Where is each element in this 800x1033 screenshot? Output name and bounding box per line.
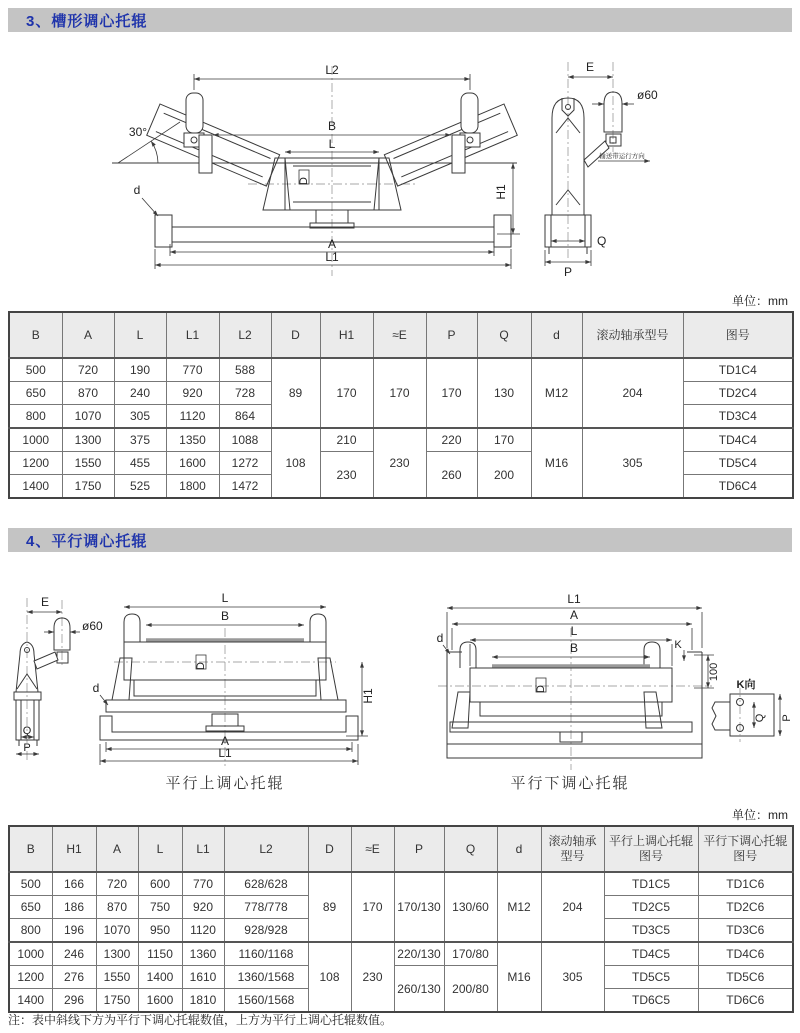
col-header: d [497,826,541,872]
table-cell: 720 [62,358,114,382]
table-cell: 1200 [9,966,52,989]
dim-label-P: P [781,714,793,722]
col-header: 滚动轴承型号 [582,312,683,358]
table-cell: 1000 [9,428,62,452]
col-header: L1 [182,826,224,872]
col-header: B [9,312,62,358]
table-cell: 728 [219,382,271,405]
table-cell: 800 [9,919,52,943]
table-cell: 1300 [96,942,138,966]
dim-label-L2: L2 [325,63,339,77]
table-cell: 1150 [138,942,182,966]
table-cell: 1360/1568 [224,966,308,989]
table-cell: 240 [114,382,166,405]
table-cell: TD6C6 [698,989,793,1013]
table-cell: TD5C6 [698,966,793,989]
dim-label-A: A [569,608,579,622]
table-cell: 190 [114,358,166,382]
dim-label-H1: H1 [361,688,375,704]
table-cell: TD2C6 [698,896,793,919]
table-cell: TD3C4 [683,405,793,429]
dim-label-dia60: ø60 [82,619,103,633]
parallel-upper-idler-drawing [0,570,420,800]
table-cell: 1088 [219,428,271,452]
col-header: L [138,826,182,872]
table-cell: 750 [138,896,182,919]
unit-label-1: 单位：mm [732,294,788,308]
trough-front-view [112,66,517,276]
table-cell: 500 [9,872,52,896]
table-cell: TD3C6 [698,919,793,943]
table-cell: TD4C4 [683,428,793,452]
table-cell: 1300 [62,428,114,452]
table-cell: 130 [477,358,531,428]
table-cell: 650 [9,382,62,405]
table-cell: 1560/1568 [224,989,308,1013]
table-cell: 1550 [96,966,138,989]
table-cell: 170/130 [394,872,444,942]
table-cell: 230 [351,942,394,1012]
table-cell: 305 [582,428,683,498]
table-cell: 170 [426,358,477,428]
table-cell: TD1C6 [698,872,793,896]
table-cell: 200 [477,452,531,499]
table-cell: TD6C5 [604,989,698,1013]
table-cell: 375 [114,428,166,452]
table-cell: 588 [219,358,271,382]
col-header: 滚动轴承型号 [541,826,604,872]
table-cell: 1120 [182,919,224,943]
k-direction-view [712,677,793,742]
table-cell: 170 [320,358,373,428]
table-cell: 1600 [138,989,182,1013]
table-cell: 1550 [62,452,114,475]
parallel-lower-idler-drawing [420,570,800,800]
trough-idler-table [8,311,794,499]
table-cell: TD5C4 [683,452,793,475]
lower-main-view [437,592,720,770]
table-cell: 186 [52,896,96,919]
table-cell: 928/928 [224,919,308,943]
table-cell: 1400 [138,966,182,989]
table-cell: 525 [114,475,166,499]
table-cell: 1472 [219,475,271,499]
col-header: L [114,312,166,358]
table-cell: 200/80 [444,966,497,1013]
upper-main-view [93,591,375,766]
table-cell: 1800 [166,475,219,499]
table-cell: 196 [52,919,96,943]
table-cell: 870 [96,896,138,919]
trough-idler-drawing [0,36,800,284]
table-cell: TD1C4 [683,358,793,382]
table-cell: TD6C4 [683,475,793,499]
table-cell: 204 [582,358,683,428]
table-cell: TD4C6 [698,942,793,966]
section3-header-bar [8,8,792,32]
col-header: A [96,826,138,872]
dim-label-K: K [674,639,682,651]
table-cell: 1350 [166,428,219,452]
k-view-label: K向 [736,679,756,691]
col-header: 图号 [683,312,793,358]
table-cell: 1360 [182,942,224,966]
table-cell: 166 [52,872,96,896]
dim-label-100: 100 [708,662,720,682]
unit-label-2: 单位：mm [732,808,788,822]
table-cell: 500 [9,358,62,382]
col-header: D [308,826,351,872]
dim-label-A: A [220,734,230,748]
table-cell: 1810 [182,989,224,1013]
table-cell: 89 [308,872,351,942]
table-cell: 170 [373,358,426,428]
dim-label-P: P [563,265,573,279]
dim-label-H1: H1 [494,184,508,200]
col-header: L1 [166,312,219,358]
table-cell: 1400 [9,989,52,1013]
section3-title: 3、槽形调心托辊 [26,12,148,30]
table-cell: 600 [138,872,182,896]
col-header: P [394,826,444,872]
table-cell: 1160/1168 [224,942,308,966]
col-header: L2 [224,826,308,872]
dim-label-Q: Q [22,725,32,737]
table-cell: 260/130 [394,966,444,1013]
table-cell: 720 [96,872,138,896]
table-cell: TD3C5 [604,919,698,943]
col-header: Q [444,826,497,872]
table-cell: 778/778 [224,896,308,919]
dim-label-L1: L1 [218,746,232,760]
dim-label-B: B [327,119,337,133]
table-cell: 920 [166,382,219,405]
table-cell: 1070 [62,405,114,429]
table-cell: 89 [271,358,320,428]
table-cell: 920 [182,896,224,919]
caption-upper-idler: 平行上调心托辊 [165,775,285,792]
table-cell: M16 [531,428,582,498]
dim-label-L1: L1 [567,592,581,606]
table-cell: 230 [320,452,373,499]
table-cell: 1750 [62,475,114,499]
section4-header-bar [8,528,792,552]
dim-label-dia60: ø60 [637,88,658,102]
table-cell: M12 [497,872,541,942]
table-cell: 800 [9,405,62,429]
table-cell: TD2C5 [604,896,698,919]
table-cell: M16 [497,942,541,1012]
col-header: ≈E [351,826,394,872]
dim-label-B: B [220,609,230,623]
table-cell: 770 [182,872,224,896]
table-cell: 305 [114,405,166,429]
table-cell: 455 [114,452,166,475]
table-cell: 650 [9,896,52,919]
footnote: 注：表中斜线下方为平行下调心托辊数值，上方为平行上调心托辊数值。 [8,1013,393,1027]
table-cell: 950 [138,919,182,943]
table-cell: 296 [52,989,96,1013]
col-header: ≈E [373,312,426,358]
col-header: P [426,312,477,358]
table-cell: 210 [320,428,373,452]
table-cell: 1000 [9,942,52,966]
dim-label-L1: L1 [325,250,339,264]
table-cell: 1200 [9,452,62,475]
col-header: H1 [320,312,373,358]
col-header: d [531,312,582,358]
col-header: B [9,826,52,872]
table-cell: 870 [62,382,114,405]
dim-label-E: E [40,595,50,609]
table-cell: 305 [541,942,604,1012]
dim-label-Q: Q [597,234,607,248]
table-cell: 1272 [219,452,271,475]
col-header: H1 [52,826,96,872]
table-cell: 628/628 [224,872,308,896]
table-cell: TD2C4 [683,382,793,405]
parallel-idler-table [8,825,794,1013]
dim-label-L: L [570,624,578,638]
table-cell: 220/130 [394,942,444,966]
table-cell: 1750 [96,989,138,1013]
col-header: 平行上调心托辊图号 [604,826,698,872]
table-cell: 770 [166,358,219,382]
dim-label-D: D [535,685,547,693]
col-header: A [62,312,114,358]
belt-direction-label: 输送带运行方向 [599,153,645,160]
dim-label-d: d [92,681,100,695]
trough-side-view [545,60,658,279]
dim-label-E: E [585,60,595,74]
col-header: 平行下调心托辊图号 [698,826,793,872]
dim-label-D: D [298,177,310,185]
dim-label-d: d [133,183,141,197]
dim-label-L: L [328,137,336,151]
table-cell: 1600 [166,452,219,475]
col-header: Q [477,312,531,358]
table-cell: 230 [373,428,426,498]
dim-label-A: A [327,237,337,251]
dim-label-L: L [221,591,229,605]
dim-label-d: d [436,631,444,645]
table-cell: 130/60 [444,872,497,942]
table-cell: 276 [52,966,96,989]
table-cell: 1120 [166,405,219,429]
upper-side-view [14,595,103,762]
table-cell: 220 [426,428,477,452]
table-cell: 170/80 [444,942,497,966]
dim-label-B: B [569,641,579,655]
table-cell: 108 [308,942,351,1012]
table-cell: 260 [426,452,477,499]
table-cell: 1400 [9,475,62,499]
dim-label-Q: Q [754,713,766,723]
table-cell: TD1C5 [604,872,698,896]
col-header: D [271,312,320,358]
dim-label-P: P [23,742,31,754]
table-cell: TD4C5 [604,942,698,966]
table-cell: 864 [219,405,271,429]
table-cell: 170 [477,428,531,452]
table-cell: TD5C5 [604,966,698,989]
table-cell: 108 [271,428,320,498]
col-header: L2 [219,312,271,358]
table-cell: M12 [531,358,582,428]
table-cell: 1070 [96,919,138,943]
dim-label-angle: 30° [128,125,148,139]
table-cell: 246 [52,942,96,966]
table-cell: 1610 [182,966,224,989]
dim-label-D: D [195,662,207,670]
table-cell: 170 [351,872,394,942]
caption-lower-idler: 平行下调心托辊 [510,775,630,792]
table-cell: 204 [541,872,604,942]
section4-title: 4、平行调心托辊 [26,532,148,550]
